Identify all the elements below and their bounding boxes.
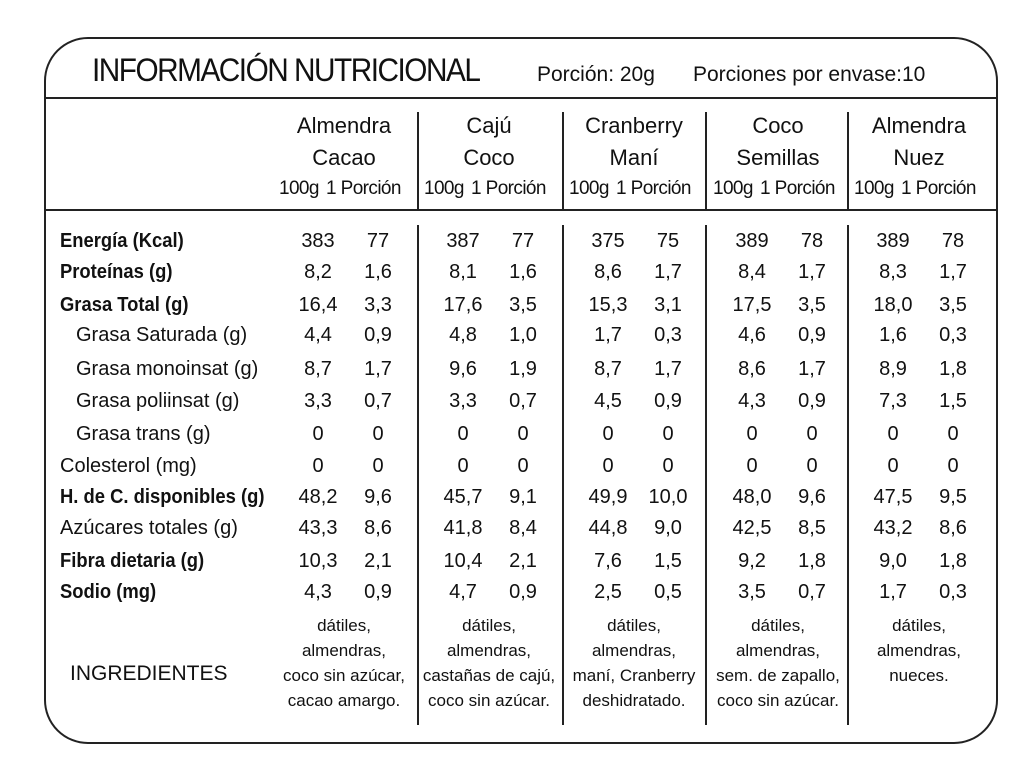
ingredient-line: almendras,	[876, 641, 962, 660]
value-per-portion: 0	[517, 455, 529, 477]
value-per-portion: 0,9	[798, 390, 826, 412]
value-per-portion: 1,7	[798, 261, 826, 283]
value-per-portion: 0	[947, 423, 959, 445]
value-per-portion: 0	[372, 423, 384, 445]
ingredient-line: dátiles,	[317, 616, 371, 635]
ingredient-line: coco sin azúcar.	[717, 691, 839, 710]
nutrient-label: Energía (Kcal)	[60, 230, 184, 252]
product-name-line2: Cacao	[312, 145, 376, 170]
value-per-portion: 0,9	[364, 324, 392, 346]
value-per-portion: 1,7	[939, 261, 967, 283]
value-per-100g: 8,7	[594, 358, 622, 380]
ingredient-line: sem. de zapallo,	[716, 666, 840, 685]
column-100g-header: 100g	[854, 178, 894, 199]
product-name-line2: Nuez	[893, 145, 945, 170]
value-per-100g: 8,2	[304, 261, 332, 283]
page-title: INFORMACIÓN NUTRICIONAL	[92, 52, 480, 88]
value-per-portion: 9,0	[654, 517, 682, 539]
value-per-100g: 8,9	[879, 358, 907, 380]
ingredient-line: dátiles,	[607, 616, 661, 635]
value-per-100g: 387	[446, 230, 480, 252]
value-per-100g: 0	[887, 423, 899, 445]
value-per-portion: 0,7	[364, 390, 392, 412]
value-per-portion: 9,6	[798, 486, 826, 508]
value-per-portion: 1,7	[654, 358, 682, 380]
column-portion-header: 1 Porción	[901, 178, 976, 199]
ingredient-line: deshidratado.	[582, 691, 686, 710]
column-100g-header: 100g	[713, 178, 753, 199]
value-per-100g: 1,6	[879, 324, 907, 346]
value-per-100g: 0	[312, 423, 324, 445]
value-per-portion: 0	[806, 423, 818, 445]
value-per-portion: 8,5	[798, 517, 826, 539]
value-per-100g: 3,5	[738, 581, 766, 603]
product-name-line2: Semillas	[736, 145, 820, 170]
product-name-line2: Coco	[463, 145, 515, 170]
nutrient-label: Grasa monoinsat (g)	[76, 358, 259, 380]
column-100g-header: 100g	[279, 178, 319, 199]
value-per-100g: 375	[591, 230, 625, 252]
value-per-100g: 17,6	[443, 294, 483, 316]
value-per-100g: 7,3	[879, 390, 907, 412]
value-per-100g: 8,3	[879, 261, 907, 283]
nutrient-label: Grasa trans (g)	[76, 423, 211, 445]
value-per-100g: 43,3	[298, 517, 338, 539]
value-per-portion: 0,3	[654, 324, 682, 346]
value-per-portion: 0,9	[364, 581, 392, 603]
value-per-portion: 8,4	[509, 517, 537, 539]
value-per-portion: 8,6	[939, 517, 967, 539]
value-per-portion: 3,1	[654, 294, 682, 316]
column-portion-header: 1 Porción	[326, 178, 401, 199]
value-per-100g: 47,5	[873, 486, 913, 508]
ingredients-label: INGREDIENTES	[70, 662, 228, 685]
value-per-100g: 8,6	[594, 261, 622, 283]
value-per-100g: 2,5	[594, 581, 622, 603]
value-per-100g: 8,7	[304, 358, 332, 380]
value-per-portion: 10,0	[648, 486, 688, 508]
value-per-100g: 0	[746, 423, 758, 445]
value-per-100g: 42,5	[732, 517, 772, 539]
value-per-portion: 1,6	[364, 261, 392, 283]
column-portion-header: 1 Porción	[616, 178, 691, 199]
value-per-100g: 4,6	[738, 324, 766, 346]
column-separator-top	[705, 112, 707, 210]
value-per-portion: 9,6	[364, 486, 392, 508]
product-name-line1: Cajú	[466, 113, 512, 138]
value-per-100g: 4,7	[449, 581, 477, 603]
value-per-100g: 1,7	[594, 324, 622, 346]
value-per-portion: 0,9	[654, 390, 682, 412]
value-per-100g: 3,3	[449, 390, 477, 412]
product-header	[849, 110, 989, 174]
portion-size: Porción: 20g	[537, 63, 655, 86]
value-per-100g: 49,9	[588, 486, 628, 508]
ingredients-list	[561, 613, 707, 713]
value-per-100g: 3,3	[304, 390, 332, 412]
ingredient-line: coco sin azúcar.	[428, 691, 550, 710]
value-per-100g: 8,4	[738, 261, 766, 283]
value-per-100g: 10,4	[443, 550, 483, 572]
value-per-portion: 1,7	[364, 358, 392, 380]
value-per-100g: 4,8	[449, 324, 477, 346]
value-per-portion: 8,6	[364, 517, 392, 539]
ingredients-list	[271, 613, 417, 713]
value-per-portion: 78	[800, 230, 824, 252]
value-per-portion: 3,5	[798, 294, 826, 316]
product-name-line1: Almendra	[871, 113, 967, 138]
value-per-portion: 1,5	[654, 550, 682, 572]
value-per-100g: 44,8	[588, 517, 628, 539]
ingredient-line: coco sin azúcar,	[283, 666, 405, 685]
header-divider	[44, 97, 998, 99]
value-per-portion: 0	[662, 423, 674, 445]
value-per-portion: 1,0	[509, 324, 537, 346]
nutrient-label: Fibra dietaria (g)	[60, 550, 205, 572]
value-per-100g: 4,3	[738, 390, 766, 412]
value-per-100g: 0	[746, 455, 758, 477]
value-per-100g: 0	[602, 423, 614, 445]
value-per-portion: 1,8	[939, 358, 967, 380]
value-per-100g: 9,0	[879, 550, 907, 572]
nutrient-label: Grasa poliinsat (g)	[76, 390, 240, 412]
value-per-100g: 18,0	[873, 294, 913, 316]
value-per-portion: 0	[947, 455, 959, 477]
product-name-line1: Coco	[752, 113, 804, 138]
value-per-100g: 43,2	[873, 517, 913, 539]
value-per-portion: 2,1	[509, 550, 537, 572]
ingredient-line: dátiles,	[462, 616, 516, 635]
portions-per-pack: Porciones por envase:10	[693, 63, 926, 86]
value-per-portion: 77	[511, 230, 535, 252]
value-per-100g: 1,7	[879, 581, 907, 603]
value-per-100g: 0	[602, 455, 614, 477]
product-header	[274, 110, 414, 174]
nutrient-label: Grasa Total (g)	[60, 294, 189, 316]
column-100g-header: 100g	[569, 178, 609, 199]
value-per-portion: 77	[366, 230, 390, 252]
value-per-portion: 1,8	[798, 550, 826, 572]
value-per-100g: 0	[887, 455, 899, 477]
ingredient-line: castañas de cajú,	[422, 666, 556, 685]
value-per-100g: 8,6	[738, 358, 766, 380]
value-per-portion: 1,5	[939, 390, 967, 412]
value-per-100g: 9,2	[738, 550, 766, 572]
value-per-portion: 9,1	[509, 486, 537, 508]
nutrient-label: H. de C. disponibles (g)	[60, 486, 265, 508]
value-per-100g: 389	[876, 230, 910, 252]
value-per-100g: 0	[457, 423, 469, 445]
value-per-portion: 0	[806, 455, 818, 477]
value-per-portion: 1,7	[798, 358, 826, 380]
product-header	[419, 110, 559, 174]
value-per-portion: 3,3	[364, 294, 392, 316]
value-per-portion: 0,7	[509, 390, 537, 412]
nutrient-label: Grasa Saturada (g)	[76, 324, 248, 346]
column-header-divider	[44, 209, 998, 211]
value-per-portion: 0	[662, 455, 674, 477]
nutrient-label: Azúcares totales (g)	[60, 517, 238, 539]
nutrient-label: Sodio (mg)	[60, 581, 157, 603]
value-per-portion: 0,5	[654, 581, 682, 603]
value-per-portion: 1,9	[509, 358, 537, 380]
value-per-portion: 78	[941, 230, 965, 252]
value-per-100g: 8,1	[449, 261, 477, 283]
value-per-portion: 0,3	[939, 581, 967, 603]
value-per-portion: 1,6	[509, 261, 537, 283]
value-per-100g: 9,6	[449, 358, 477, 380]
ingredient-line: almendras,	[301, 641, 387, 660]
value-per-portion: 1,7	[654, 261, 682, 283]
value-per-100g: 4,3	[304, 581, 332, 603]
column-100g-header: 100g	[424, 178, 464, 199]
value-per-portion: 0,7	[798, 581, 826, 603]
ingredients-list	[846, 613, 992, 713]
column-portion-header: 1 Porción	[760, 178, 835, 199]
value-per-portion: 2,1	[364, 550, 392, 572]
value-per-100g: 16,4	[298, 294, 338, 316]
value-per-100g: 4,5	[594, 390, 622, 412]
nutrient-label: Proteínas (g)	[60, 261, 173, 283]
value-per-100g: 389	[735, 230, 769, 252]
value-per-portion: 0,9	[509, 581, 537, 603]
ingredient-line: almendras,	[591, 641, 677, 660]
ingredient-line: cacao amargo.	[287, 691, 401, 710]
value-per-100g: 15,3	[588, 294, 628, 316]
value-per-portion: 9,5	[939, 486, 967, 508]
value-per-portion: 0,9	[798, 324, 826, 346]
ingredients-list	[705, 613, 851, 713]
value-per-100g: 10,3	[298, 550, 338, 572]
value-per-100g: 45,7	[443, 486, 483, 508]
value-per-portion: 0	[517, 423, 529, 445]
nutrient-label: Colesterol (mg)	[60, 455, 197, 477]
product-name-line2: Maní	[609, 145, 659, 170]
ingredient-line: dátiles,	[892, 616, 946, 635]
ingredient-line: dátiles,	[751, 616, 805, 635]
ingredient-line: nueces.	[889, 666, 949, 685]
value-per-100g: 48,0	[732, 486, 772, 508]
column-portion-header: 1 Porción	[471, 178, 546, 199]
product-name-line1: Almendra	[296, 113, 392, 138]
value-per-100g: 17,5	[732, 294, 772, 316]
value-per-100g: 41,8	[443, 517, 483, 539]
value-per-100g: 48,2	[298, 486, 338, 508]
value-per-portion: 1,8	[939, 550, 967, 572]
value-per-100g: 7,6	[594, 550, 622, 572]
value-per-100g: 4,4	[304, 324, 332, 346]
value-per-portion: 0,3	[939, 324, 967, 346]
product-name-line1: Cranberry	[585, 113, 683, 138]
value-per-100g: 0	[312, 455, 324, 477]
value-per-portion: 0	[372, 455, 384, 477]
ingredient-line: maní, Cranberry	[572, 666, 696, 685]
ingredient-line: almendras,	[735, 641, 821, 660]
product-header	[708, 110, 848, 174]
value-per-100g: 0	[457, 455, 469, 477]
ingredients-list	[416, 613, 562, 713]
value-per-portion: 75	[656, 230, 680, 252]
ingredient-line	[846, 688, 992, 713]
value-per-100g: 383	[301, 230, 335, 252]
ingredient-line: almendras,	[446, 641, 532, 660]
value-per-portion: 3,5	[939, 294, 967, 316]
value-per-portion: 3,5	[509, 294, 537, 316]
product-header	[564, 110, 704, 174]
